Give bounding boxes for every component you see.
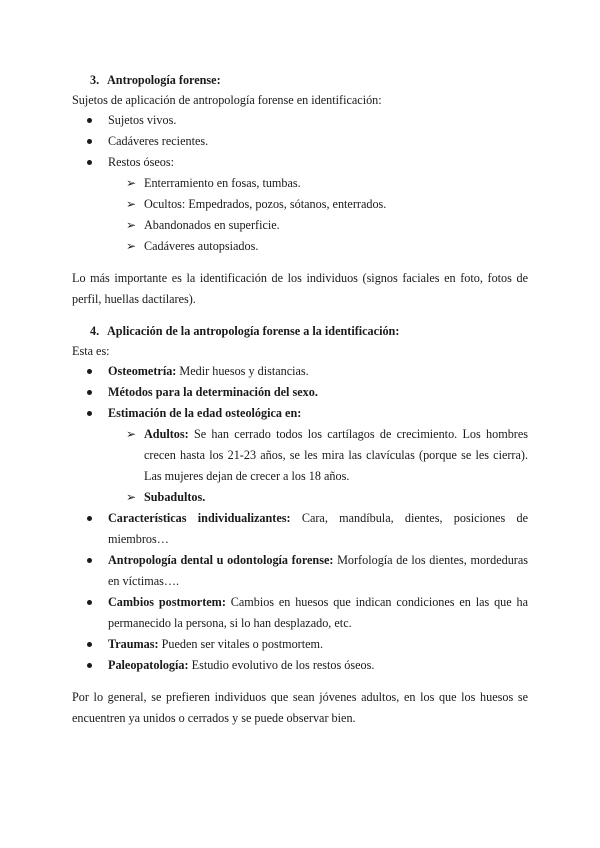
bullet-icon (87, 160, 92, 165)
section-4-intro: Esta es: (72, 344, 110, 358)
sub-list-item: ➢ Subadultos. (72, 487, 528, 508)
arrow-bullet-icon: ➢ (126, 218, 137, 232)
sub-list-item: ➢ Adultos: Se han cerrado todos los cartílagos de crecimiento. Los hombres crecen hasta los 21-23 años, se les mira las clavículas (porque se les cierra). Las mujeres dejan de crecer a los 18 años. (72, 424, 528, 487)
bullet-icon (87, 411, 92, 416)
section-3-paragraph: Lo más importante es la identificación de los individuos (signos faciales en foto, fotos de perfil, huellas dactilares). (72, 271, 528, 306)
list-item: Restos óseos: ➢ Enterramiento en fosas, tumbas. ➢ Ocultos: Empedrados, pozos, sótanos, enterrados. ➢ Abandonados en superficie. ➢ Cadáveres autopsiados. (72, 152, 528, 257)
section-4-paragraph: Por lo general, se prefieren individuos que sean jóvenes adultos, en los que los huesos se encuentren ya unidos o cerrados y se puede observar bien. (72, 690, 528, 725)
section-4-number: 4. (90, 324, 100, 338)
arrow-bullet-icon: ➢ (126, 197, 137, 211)
list-item: Paleopatología: Estudio evolutivo de los restos óseos. (72, 655, 528, 676)
section-4-title: Aplicación de la antropología forense a la identificación: (107, 324, 400, 338)
remains-sublist (108, 173, 528, 257)
section-4-bullet-list (72, 361, 528, 676)
list-item: Osteometría: Medir huesos y distancias. (72, 361, 528, 382)
arrow-bullet-icon: ➢ (126, 176, 137, 190)
list-item: Antropología dental u odontología forense: Morfología de los dientes, mordeduras en víctimas…. (72, 550, 528, 592)
bullet-icon (87, 369, 92, 374)
list-item: Métodos para la determinación del sexo. (72, 382, 528, 403)
section-3-number: 3. (90, 73, 100, 87)
bullet-icon (87, 642, 92, 647)
list-item: Traumas: Pueden ser vitales o postmortem. (72, 634, 528, 655)
list-item: Cambios postmortem: Cambios en huesos que indican condiciones en las que ha permanecido la persona, si lo han desplazado, etc. (72, 592, 528, 634)
arrow-bullet-icon: ➢ (126, 427, 137, 441)
sub-list-item: ➢ Cadáveres autopsiados. (72, 236, 528, 257)
section-3-title: Antropología forense: (107, 73, 221, 87)
bullet-icon (87, 390, 92, 395)
bullet-icon (87, 118, 92, 123)
bullet-icon (87, 139, 92, 144)
list-item: Estimación de la edad osteológica en: ➢ Adultos: Se han cerrado todos los cartílagos de crecimiento. Los hombres crecen hasta los 21-23 años, se les mira las clavículas (porque se les cierra). Las mujeres dejan de crecer a los 18 años. ➢ Subadultos. (72, 403, 528, 508)
bullet-icon (87, 600, 92, 605)
list-item: Cadáveres recientes. (72, 131, 528, 152)
list-item: Sujetos vivos. (72, 110, 528, 131)
age-sublist (108, 424, 528, 508)
document-page (72, 70, 528, 729)
section-3-heading (72, 70, 528, 90)
sub-list-item: ➢ Abandonados en superficie. (72, 215, 528, 236)
bullet-icon (87, 516, 92, 521)
bullet-icon (87, 558, 92, 563)
section-3-intro: Sujetos de aplicación de antropología forense en identificación: (72, 93, 382, 107)
section-3-bullet-list (72, 110, 528, 257)
arrow-bullet-icon: ➢ (126, 490, 137, 504)
arrow-bullet-icon: ➢ (126, 239, 137, 253)
section-4-heading (72, 321, 528, 341)
list-item: Características individualizantes: Cara, mandíbula, dientes, posiciones de miembros… (72, 508, 528, 550)
sub-list-item: ➢ Enterramiento en fosas, tumbas. (72, 173, 528, 194)
sub-list-item: ➢ Ocultos: Empedrados, pozos, sótanos, enterrados. (72, 194, 528, 215)
bullet-icon (87, 663, 92, 668)
